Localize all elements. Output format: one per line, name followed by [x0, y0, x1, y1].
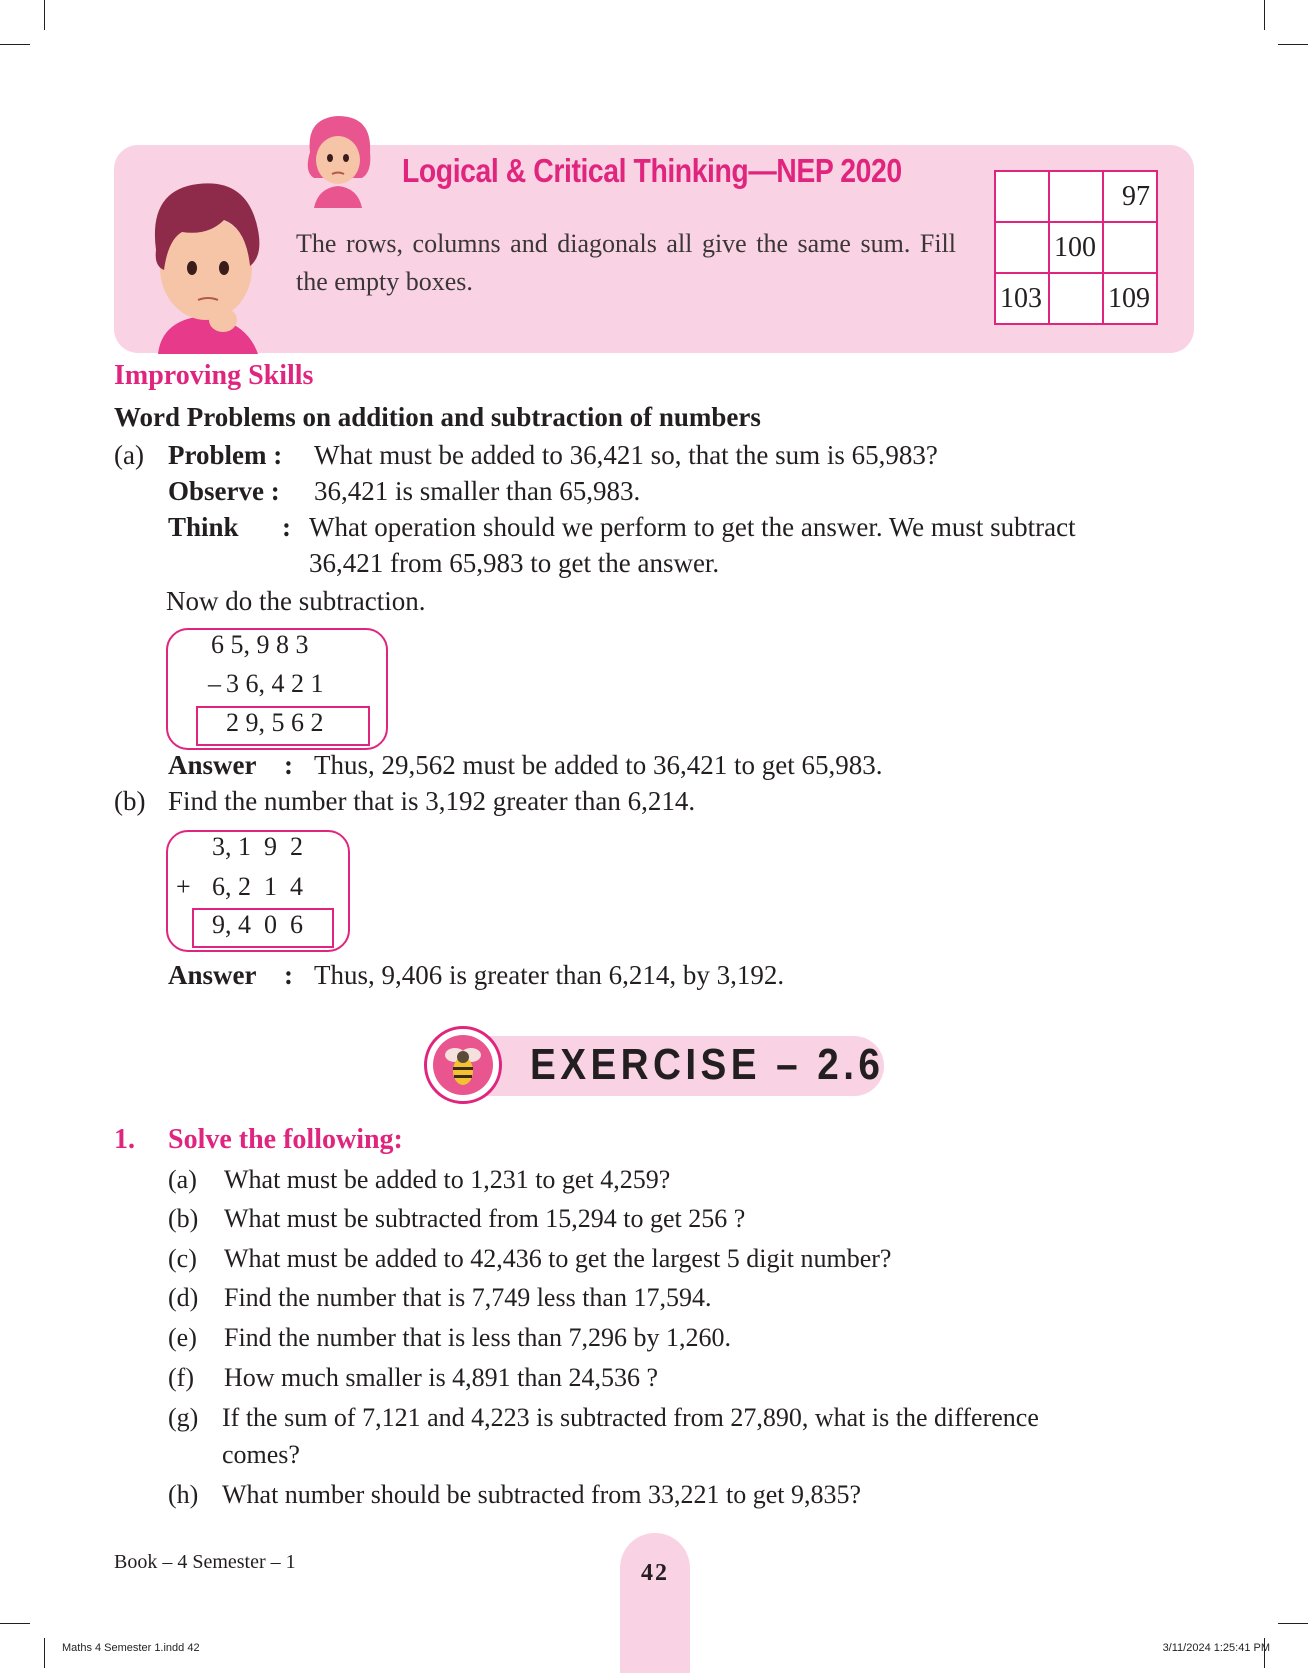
calc-result: 9, 4 0 6 [212, 910, 303, 939]
exercise-badge [424, 1026, 502, 1104]
crop-mark [44, 1638, 45, 1668]
now-text: Now do the subtraction. [166, 586, 426, 616]
list-item-continuation: comes? [222, 1440, 300, 1469]
minus-sign: – [208, 669, 221, 698]
think-text-line2: 36,421 from 65,983 to get the answer. [309, 548, 720, 578]
item-letter: (f) [168, 1363, 194, 1392]
section-subtitle: Word Problems on addition and subtraction of numbers [114, 402, 761, 432]
book-semester-label: Book – 4 Semester – 1 [114, 1551, 296, 1573]
item-text: How much smaller is 4,891 than 24,536 ? [224, 1363, 658, 1392]
item-text: What must be added to 42,436 to get the largest 5 digit number? [224, 1244, 892, 1273]
item-letter: (g) [168, 1403, 199, 1432]
think-colon: : [282, 512, 291, 542]
bee-icon [427, 1029, 499, 1101]
list-item [168, 1480, 862, 1510]
list-item [168, 1323, 731, 1353]
item-letter: (e) [168, 1323, 197, 1352]
page-number-tab [620, 1533, 690, 1673]
answer-label: Answer [168, 960, 257, 990]
item-text: Find the number that is less than 7,296 by 1,260. [224, 1323, 731, 1352]
thinking-boy-illustration [128, 170, 278, 354]
problem-b-letter: (b) [114, 786, 146, 816]
answer-colon: : [284, 960, 293, 990]
problem-a-letter: (a) [114, 440, 144, 470]
crop-mark [44, 0, 45, 30]
magic-cell: 103 [995, 273, 1049, 324]
magic-cell: 97 [1103, 171, 1157, 222]
item-letter: (d) [168, 1283, 199, 1312]
section-title: Improving Skills [114, 360, 314, 391]
crop-mark [0, 44, 30, 45]
answer-text: Thus, 29,562 must be added to 36,421 to get 65,983. [314, 750, 883, 780]
crop-mark [0, 1623, 30, 1624]
calc-row-addend1: 3, 1 9 2 [212, 832, 303, 861]
plus-sign: + [176, 872, 191, 901]
item-letter: (c) [168, 1244, 197, 1273]
magic-cell[interactable] [995, 222, 1049, 273]
list-item [168, 1363, 658, 1393]
crop-mark [1264, 0, 1265, 30]
magic-square-grid [994, 170, 1158, 325]
print-slug-timestamp: 3/11/2024 1:25:41 PM [1162, 1642, 1270, 1654]
question-title: Solve the following: [168, 1124, 403, 1155]
list-item [168, 1244, 892, 1274]
observe-text: 36,421 is smaller than 65,983. [314, 476, 641, 506]
think-text-line1: What operation should we perform to get the answer. We must subtract [309, 512, 1076, 542]
item-letter: (a) [168, 1165, 197, 1194]
magic-cell[interactable] [995, 171, 1049, 222]
list-item [168, 1204, 746, 1234]
thinking-girl-icon [298, 112, 378, 208]
exercise-title: EXERCISE – 2.6 [530, 1040, 885, 1089]
calc-row-minuend: 6 5, 9 8 3 [198, 630, 309, 659]
problem-b-text: Find the number that is 3,192 greater than 6,214. [168, 786, 696, 816]
item-text: Find the number that is 7,749 less than 17,594. [224, 1283, 712, 1312]
crop-mark [1278, 44, 1308, 45]
crop-mark [1278, 1623, 1308, 1624]
problem-text: What must be added to 36,421 so, that the sum is 65,983? [314, 440, 938, 470]
list-item [168, 1403, 1039, 1433]
magic-cell: 109 [1103, 273, 1157, 324]
observe-label: Observe : [168, 476, 280, 506]
list-item [168, 1165, 671, 1195]
answer-label: Answer [168, 750, 257, 780]
calc-result: 2 9, 5 6 2 [226, 708, 324, 737]
item-letter: (b) [168, 1204, 199, 1233]
magic-cell[interactable] [1103, 222, 1157, 273]
magic-cell[interactable] [1049, 273, 1103, 324]
list-item [168, 1283, 712, 1313]
item-text: If the sum of 7,121 and 4,223 is subtracted from 27,890, what is the difference [222, 1403, 1039, 1432]
item-text: What number should be subtracted from 33,221 to get 9,835? [222, 1480, 862, 1509]
answer-colon: : [284, 750, 293, 780]
item-text: What must be subtracted from 15,294 to get 256 ? [224, 1204, 746, 1233]
calc-row-subtrahend: 3 6, 4 2 1 [226, 669, 324, 698]
nep-title: Logical & Critical Thinking—NEP 2020 [402, 152, 902, 189]
item-text: What must be added to 1,231 to get 4,259? [224, 1165, 671, 1194]
think-label: Think [168, 512, 239, 542]
calc-row-addend2: 6, 2 1 4 [212, 872, 303, 901]
item-letter: (h) [168, 1480, 199, 1509]
problem-label: Problem : [168, 440, 283, 470]
question-number: 1. [114, 1124, 135, 1155]
nep-instruction: The rows, columns and diagonals all give the same sum. Fill the empty boxes. [296, 229, 956, 296]
print-slug-file: Maths 4 Semester 1.indd 42 [62, 1642, 200, 1654]
page-number: 42 [641, 1560, 669, 1586]
answer-text: Thus, 9,406 is greater than 6,214, by 3,192. [314, 960, 785, 990]
magic-cell: 100 [1049, 222, 1103, 273]
magic-cell[interactable] [1049, 171, 1103, 222]
